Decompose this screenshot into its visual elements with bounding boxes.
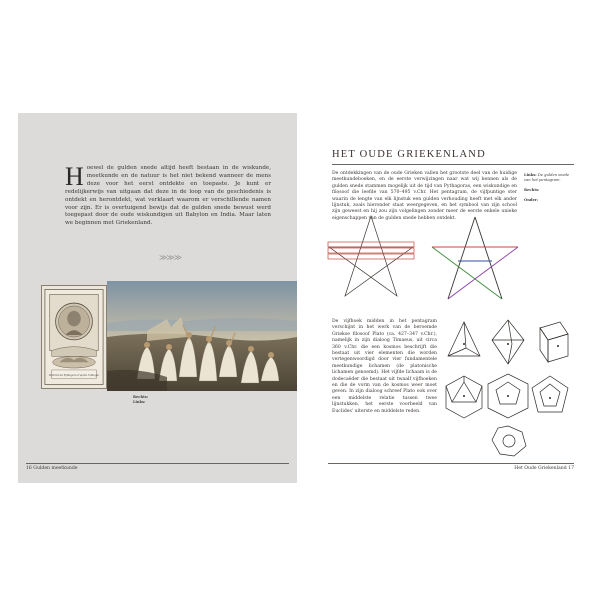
platonic-solids-drawings xyxy=(442,318,574,458)
note-onder-label: Onder: xyxy=(524,198,539,202)
coloured-pentagram-figure xyxy=(428,213,522,305)
side-notes xyxy=(524,173,576,208)
caption-right-label: Rechts: xyxy=(133,395,149,399)
body-text-top: De ontdekkingen van de oude Grieken vallen het grootste deel van de huidige meetkundeboeken, en de eerste verwijzingen naar wat wij kennen als de gulden snede stammen mogelijk uit de tijd van Pythagoras, een wiskundige en filosoof die leefde van 570–495 v.Chr. Het pentagram, de vijfpuntige ster waarin de lengte van elk lijnstuk een gulden verhouding heeft met elk ander lijnstuk, zoals hieronder staat weergegeven, en het symbool van zijn school zijn geweest en hij zou zijn volgelingen zonder meer de eerste enkele unieke eigenschappen van de gulden snede hebben ontdekt. xyxy=(332,171,517,221)
pythagoras-engraving xyxy=(41,285,107,389)
right-page xyxy=(300,113,582,483)
pentagram-golden-ratio-figure xyxy=(326,211,416,306)
footer-rule-right xyxy=(328,463,574,464)
body-text-left: De vijfhoek midden in het pentagram verschijnt in het werk van de beroemde Griekse filosoof Plato (ca. 427–347 v.Chr.), namelijk in zijn dialoog Timaeus, uit circa 360 v.Chr. die een kosmos beschrijft die bestaat uit vier elementen die worden vertegenwoordigd door vier fundamentele meetkundige lichamen (de platonische lichamen genoemd). Het vijfde lichaam is de dodecaëder die bestaat uit twaalf vijfhoeken en die de vorm van de kosmos weer moet geven. In zijn dialoog schreef Plato ook over een middelste relatie tussen twee lijnstukken, het eerste voorbeeld van Euclides' uiterste en middelste reden. xyxy=(332,319,437,414)
drop-cap: H xyxy=(65,162,84,191)
left-page xyxy=(18,113,297,483)
footer-rule-left xyxy=(26,463,289,464)
note-links-text: De gulden snede van het pentagram. xyxy=(524,173,570,182)
caption-left-label: Links: xyxy=(133,400,146,404)
note-links-label: Links: xyxy=(524,173,537,177)
title-rule xyxy=(332,164,574,165)
painting-pythagoreans xyxy=(107,281,297,391)
painting-caption xyxy=(133,395,293,405)
engraving-inscription: Portrait de Pythagore d'après l'antique xyxy=(49,373,99,377)
intro-text: oewel de gulden snede altijd heeft bestaan in de wiskunde, meetkunde en de natuur is het niet bekend wanneer de mens deze voor het eerst ontdekte en toepaste. Je kunt er redelijkerwijs van uitgaan dat deze in de loop van de geschiedenis is ontdekt en herontdekt, wat verklaart waarom er verschillende namen voor zijn. Er is overtuigend bewijs dat de gulden snede bewust werd toegepast door de oude wiskundigen uit Babylon en India. Maar laten we beginnen met Griekenland. xyxy=(65,165,271,227)
folio-right: Het Oude Griekenland 17 xyxy=(514,466,574,471)
ornament-icon: ≫≫≫ xyxy=(159,253,182,262)
folio-left: 16 Gulden meetkunde xyxy=(26,466,78,471)
chapter-title: HET OUDE GRIEKENLAND xyxy=(332,149,486,160)
intro-paragraph xyxy=(65,162,271,228)
note-rechts-label: Rechts: xyxy=(524,188,540,192)
